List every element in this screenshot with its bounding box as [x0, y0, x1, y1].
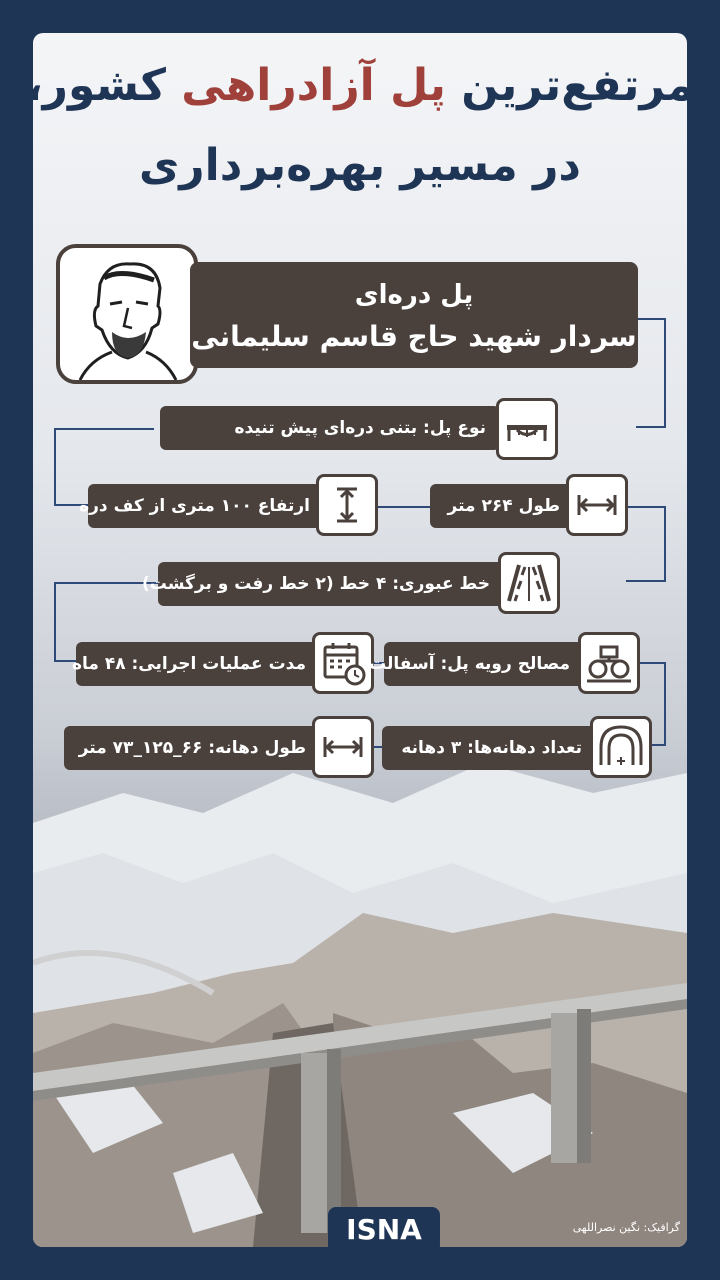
connector	[636, 318, 666, 428]
tunnel-arch-icon	[590, 716, 652, 778]
calendar-clock-icon	[312, 632, 374, 694]
asphalt-roller-icon	[578, 632, 640, 694]
spec-bridge-type: نوع پل: بتنی دره‌ای پیش تنیده	[160, 406, 500, 450]
bridge-name-line1: پل دره‌ای	[354, 280, 474, 310]
spec-material: مصالح رویه پل: آسفالت	[384, 642, 584, 686]
spec-lanes: خط عبوری: ۴ خط (۲ خط رفت و برگشت)	[158, 562, 504, 606]
spec-duration: مدت عملیات اجرایی: ۴۸ ماه	[76, 642, 320, 686]
horizontal-arrows-icon	[566, 474, 628, 536]
connector	[626, 506, 666, 582]
bridge-name-line2: سردار شهید حاج قاسم سلیمانی	[191, 320, 637, 353]
title-part1: مرتفع‌ترین	[445, 60, 695, 111]
bridge-icon	[496, 398, 558, 460]
vertical-arrows-icon	[316, 474, 378, 536]
bridge-name-panel	[190, 262, 638, 368]
spec-span-length: طول دهانه: ۶۶_۱۲۵_۷۳ متر	[64, 726, 320, 770]
spec-length: طول ۲۶۴ متر	[430, 484, 574, 528]
title-part2: کشور،	[25, 60, 182, 111]
road-lanes-icon	[498, 552, 560, 614]
spec-span-count: تعداد دهانه‌ها: ۳ دهانه	[382, 726, 596, 770]
page-title-line2: در مسیر بهره‌برداری	[138, 140, 582, 191]
page-title-line1	[0, 60, 720, 111]
portrait-sketch	[60, 248, 194, 380]
portrait	[56, 244, 198, 384]
connector	[376, 506, 432, 508]
spec-height: ارتفاع ۱۰۰ متری از کف دره	[88, 484, 324, 528]
graphic-credit: گرافیک: نگین نصراللهی	[572, 1221, 680, 1234]
span-length-icon	[312, 716, 374, 778]
isna-logo: ISNA	[328, 1207, 440, 1253]
title-highlight: پل آزادراهی	[181, 60, 446, 111]
